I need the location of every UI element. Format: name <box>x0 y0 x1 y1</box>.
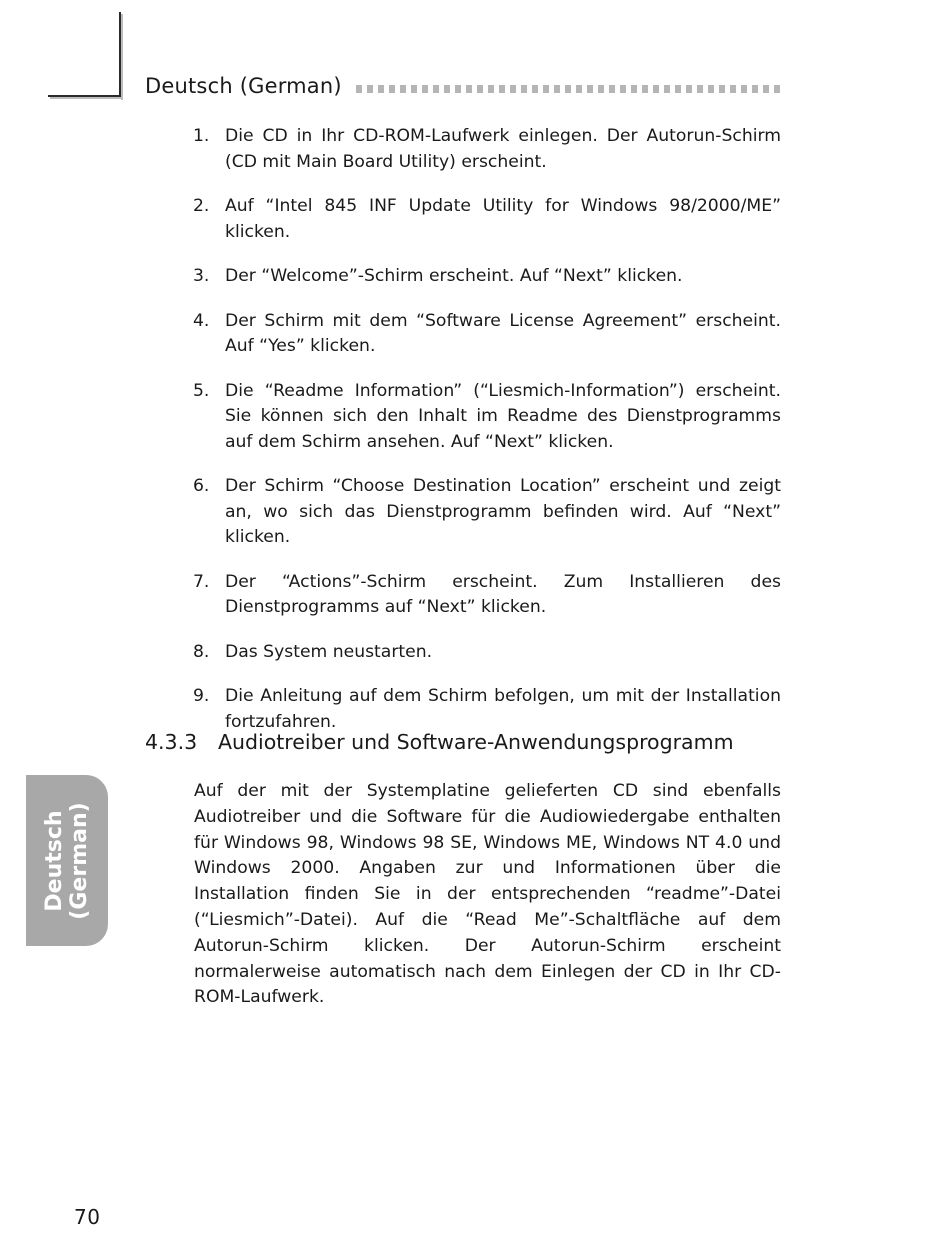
header-dotted-rule <box>356 85 785 93</box>
installation-steps <box>193 124 781 754</box>
step-text: Der Schirm “Choose Destination Location” erscheint und zeigt an, wo sich das Dienstprogramm befinden wird. Auf “Next” klicken. <box>225 476 781 547</box>
step-item <box>193 309 781 360</box>
step-item <box>193 264 781 290</box>
step-text: Der “Welcome”-Schirm erscheint. Auf “Next” klicken. <box>225 266 683 286</box>
page-header <box>145 70 785 102</box>
step-number: 5. <box>193 380 210 401</box>
step-number: 8. <box>193 641 210 662</box>
step-text: Auf “Intel 845 INF Update Utility for Windows 98/2000/ME” klicken. <box>225 196 781 242</box>
step-item <box>193 640 781 666</box>
step-item <box>193 570 781 621</box>
section-number: 4.3.3 <box>145 730 198 754</box>
side-tab-line1: Deutsch <box>42 809 67 912</box>
step-text: Die Anleitung auf dem Schirm befolgen, um mit der Installation fortzufahren. <box>225 686 781 732</box>
step-text: Der “Actions”-Schirm erscheint. Zum Installieren des Dienstprogramms auf “Next” klicken. <box>225 571 781 617</box>
step-item <box>193 124 781 175</box>
page-number: 70 <box>74 1205 101 1229</box>
section-heading <box>145 730 785 754</box>
step-text: Das System neustarten. <box>225 641 433 662</box>
step-item <box>193 684 781 735</box>
corner-mark-horizontal <box>48 95 121 97</box>
side-tab-label <box>42 802 92 919</box>
step-item <box>193 474 781 551</box>
step-number: 6. <box>193 476 210 496</box>
section-paragraph: Auf der mit der Systemplatine gelieferten CD sind ebenfalls Audiotreiber und die Software für die Audiowiedergabe enthalten für Windows 98, Windows 98 SE, Windows ME, Windows NT 4.0 und Windows 2000. Angaben zur und Informationen über die Installation finden Sie in der entsprechenden “readme”-Datei (“Liesmich”-Datei). Auf die “Read Me”-Schaltfläche auf dem Autorun-Schirm klicken. Der Autorun-Schirm erscheint normalerweise automatisch nach dem Einlegen der CD in Ihr CD-ROM-Laufwerk. <box>194 781 781 1008</box>
step-item <box>193 379 781 456</box>
step-text: Die “Readme Information” (“Liesmich-Information”) erscheint. Sie können sich den Inhalt im Readme des Dienstprogramms auf dem Schirm ansehen. Auf “Next” klicken. <box>225 380 781 452</box>
step-number: 2. <box>193 196 210 216</box>
step-number: 4. <box>193 310 210 331</box>
language-side-tab <box>26 775 108 946</box>
step-text: Die CD in Ihr CD-ROM-Laufwerk einlegen. Der Autorun-Schirm (CD mit Main Board Utility) erscheint. <box>225 126 781 172</box>
step-item <box>193 194 781 245</box>
header-title: Deutsch (German) <box>145 74 342 98</box>
step-text: Der Schirm mit dem “Software License Agreement” erscheint. Auf “Yes” klicken. <box>225 310 781 356</box>
step-number: 7. <box>193 571 210 592</box>
side-tab-line2: (German) <box>67 801 92 920</box>
step-number: 1. <box>193 126 210 146</box>
step-number: 9. <box>193 686 210 706</box>
corner-mark-vertical <box>119 12 121 98</box>
section-title: Audiotreiber und Software-Anwendungsprogramm <box>218 730 734 754</box>
step-number: 3. <box>193 266 210 286</box>
